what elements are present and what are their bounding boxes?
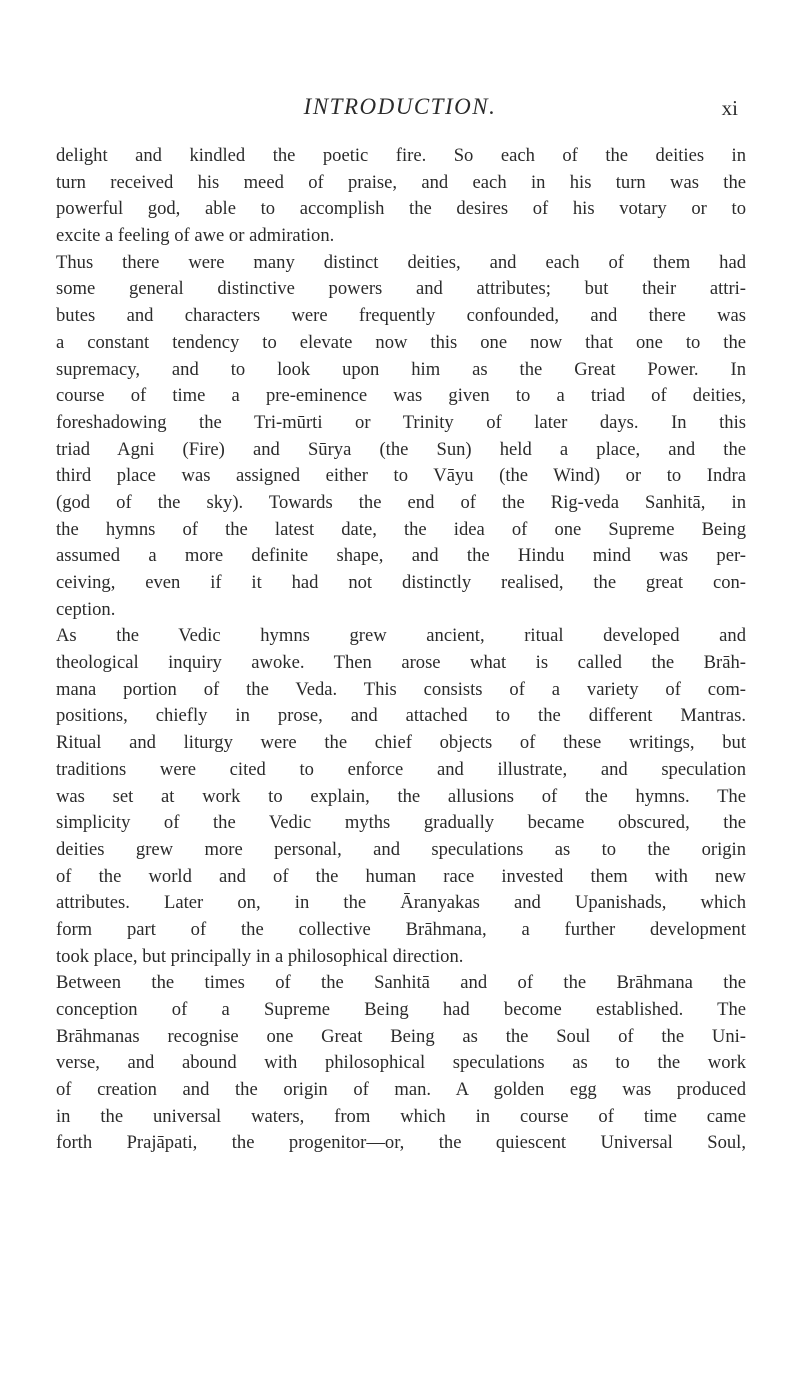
text-line: a constant tendency to elevate now this one now that one to the: [56, 331, 746, 353]
text-line: theological inquiry awoke. Then arose what is called the Brāh-: [56, 652, 746, 674]
text-line: Ritual and liturgy were the chief objects of these writings, but: [56, 732, 746, 754]
text-line: butes and characters were frequently confounded, and there was: [56, 305, 746, 327]
text-line: triad Agni (Fire) and Sūrya (the Sun) held a place, and the: [56, 438, 746, 460]
text-line: the hymns of the latest date, the idea of one Supreme Being: [56, 518, 746, 540]
text-line: some general distinctive powers and attributes; but their attri-: [56, 278, 746, 300]
text-line: Between the times of the Sanhitā and of the Brāhmana the: [56, 972, 746, 994]
text-line: took place, but principally in a philosophical direction.: [56, 945, 464, 967]
text-line: supremacy, and to look upon him as the Great Power. In: [56, 358, 746, 380]
text-line: turn received his meed of praise, and each in his turn was the: [56, 171, 746, 193]
text-line: attributes. Later on, in the Āranyakas and Upanishads, which: [56, 892, 746, 914]
text-line: ception.: [56, 598, 116, 620]
text-line: Brāhmanas recognise one Great Being as the Soul of the Uni-: [56, 1025, 746, 1047]
text-line: excite a feeling of awe or admiration.: [56, 225, 335, 247]
text-line: assumed a more definite shape, and the Hindu mind was per-: [56, 545, 746, 567]
text-line: traditions were cited to enforce and illustrate, and speculation: [56, 758, 746, 780]
page-number: xi: [721, 96, 738, 120]
text-line: As the Vedic hymns grew ancient, ritual developed and: [56, 625, 746, 647]
text-line: positions, chiefly in prose, and attached to the different Mantras.: [56, 705, 746, 727]
running-title: INTRODUCTION.: [303, 94, 497, 119]
text-line: in the universal waters, from which in course of time came: [56, 1105, 746, 1127]
text-line: third place was assigned either to Vāyu (the Wind) or to Indra: [56, 465, 746, 487]
text-line: course of time a pre-eminence was given to a triad of deities,: [56, 385, 746, 407]
text-line: (god of the sky). Towards the end of the Rig-veda Sanhitā, in: [56, 491, 746, 513]
text-line: forth Prajāpati, the progenitor—or, the quiescent Universal Soul,: [56, 1132, 746, 1154]
text-line: delight and kindled the poetic fire. So each of the deities in: [56, 145, 746, 166]
text-line: of the world and of the human race invested them with new: [56, 865, 746, 887]
text-line: ceiving, even if it had not distinctly realised, the great con-: [56, 572, 746, 593]
text-line: mana portion of the Veda. This consists of a variety of com-: [56, 678, 746, 700]
text-line: was set at work to explain, the allusions of the hymns. The: [56, 785, 746, 807]
page-header: [0, 94, 800, 134]
text-line: powerful god, able to accomplish the desires of his votary or to: [56, 198, 746, 220]
text-line: form part of the collective Brāhmana, a further development: [56, 918, 746, 940]
text-line: of creation and the origin of man. A golden egg was produced: [56, 1079, 746, 1101]
text-line: verse, and abound with philosophical speculations as to the work: [56, 1052, 746, 1074]
text-line: simplicity of the Vedic myths gradually became obscured, the: [56, 812, 746, 834]
text-line: deities grew more personal, and speculations as to the origin: [56, 838, 746, 860]
body-text: [56, 143, 746, 1157]
text-line: foreshadowing the Tri-mūrti or Trinity of later days. In this: [56, 411, 746, 433]
text-line: conception of a Supreme Being had become established. The: [56, 999, 746, 1020]
text-line: Thus there were many distinct deities, and each of them had: [56, 251, 746, 273]
